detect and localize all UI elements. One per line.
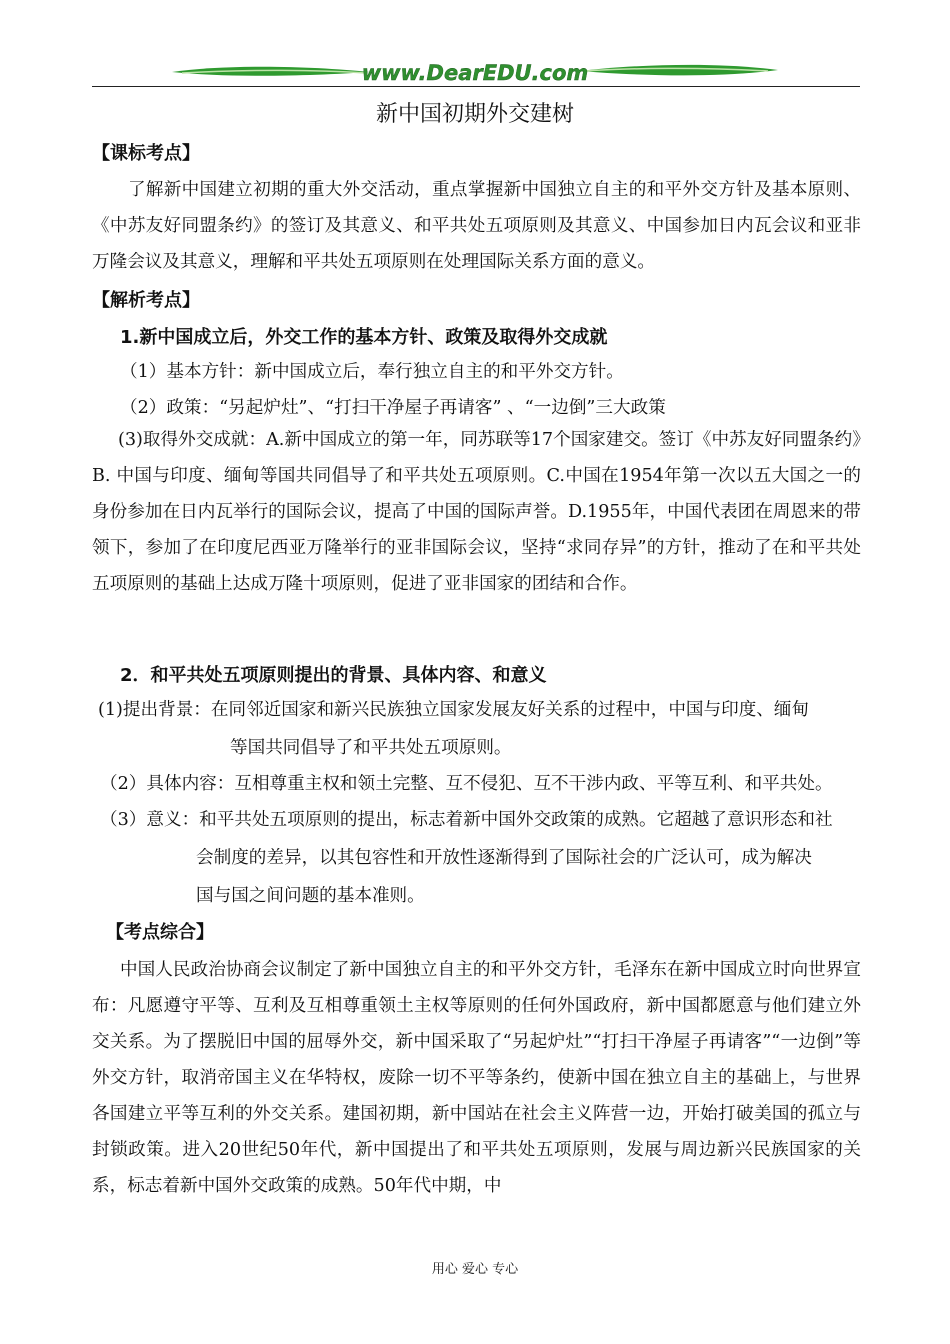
point2-meaning-line3: 国与国之间问题的基本准则。 xyxy=(196,886,425,906)
header-rule xyxy=(92,86,860,87)
dearedu-logo xyxy=(170,58,780,88)
point1-item3: (3)取得外交成就：A.新中国成立的第一年，同苏联等17个国家建交。签订《中苏友好同盟条约》B. 中国与印度、缅甸等国共同倡导了和平共处五项原则。C.中国在1954年第一次以五大国之一的身份参加在日内瓦举行的国际会议，提高了中国的国际声誉。D.1955年，中国代表团在周恩来的带领下，参加了在印度尼西亚万隆举行的亚非国际会议，坚持“求同存异”的方针，推动了在和平共处五项原则的基础上达成万隆十项原则，促进了亚非国家的团结和合作。 xyxy=(92,430,861,594)
point1-item2: （2）政策：“另起炉灶”、“打扫干净屋子再请客” 、“一边倒”三大政策 xyxy=(120,398,666,418)
point2-meaning-line1: （3）意义：和平共处五项原则的提出，标志着新中国外交政策的成熟。它超越了意识形态和社 xyxy=(100,810,833,830)
page-title: 新中国初期外交建树 xyxy=(375,102,574,127)
zonghe-paragraph: 中国人民政治协商会议制定了新中国独立自主的和平外交方针，毛泽东在新中国成立时向世界宣布：凡愿遵守平等、互利及互相尊重领土主权等原则的任何外国政府，新中国都愿意与他们建立外交关系。为了摆脱旧中国的屈辱外交，新中国采取了“另起炉灶”“打扫干净屋子再请客”“一边倒”等外交方针，取消帝国主义在华特权，废除一切不平等条约，使新中国在独立自主的基础上，与世界各国建立平等互利的外交关系。建国初期，新中国站在社会主义阵营一边，开始打破美国的孤立与封锁政策。进入20世纪50年代，新中国提出了和平共处五项原则，发展与周边新兴民族国家的关系，标志着新中国外交政策的成熟。50年代中期，中 xyxy=(92,960,861,1196)
logo-text: www.DearEDU.com xyxy=(361,61,589,85)
section-heading-kebiao: 【课标考点】 xyxy=(92,143,200,164)
section-heading-jiexi: 【解析考点】 xyxy=(92,290,200,311)
section-heading-zonghe: 【考点综合】 xyxy=(106,922,214,943)
kebiao-paragraph: 了解新中国建立初期的重大外交活动，重点掌握新中国独立自主的和平外交方针及基本原则、《中苏友好同盟条约》的签订及其意义、和平共处五项原则及其意义、中国参加日内瓦会议和亚非万隆会议及其意义，理解和平共处五项原则在处理国际关系方面的意义。 xyxy=(92,180,861,272)
page-footer: 用心 爱心 专心 xyxy=(431,1262,519,1277)
point2-meaning-line2: 会制度的差异，以其包容性和开放性逐渐得到了国际社会的广泛认可，成为解决 xyxy=(196,848,812,868)
point2-heading: 2．和平共处五项原则提出的背景、具体内容、和意义 xyxy=(120,665,547,686)
point1-heading: 1.新中国成立后，外交工作的基本方针、政策及取得外交成就 xyxy=(120,327,608,348)
point1-item1: （1）基本方针：新中国成立后，奉行独立自主的和平外交方针。 xyxy=(120,362,624,382)
point2-content: （2）具体内容：互相尊重主权和领土完整、互不侵犯、互不干涉内政、平等互利、和平共处。 xyxy=(100,774,833,794)
point2-background-line1: (1)提出背景：在同邻近国家和新兴民族独立国家发展友好关系的过程中，中国与印度、缅甸 xyxy=(98,700,810,720)
point2-background-line2: 等国共同倡导了和平共处五项原则。 xyxy=(230,738,512,758)
